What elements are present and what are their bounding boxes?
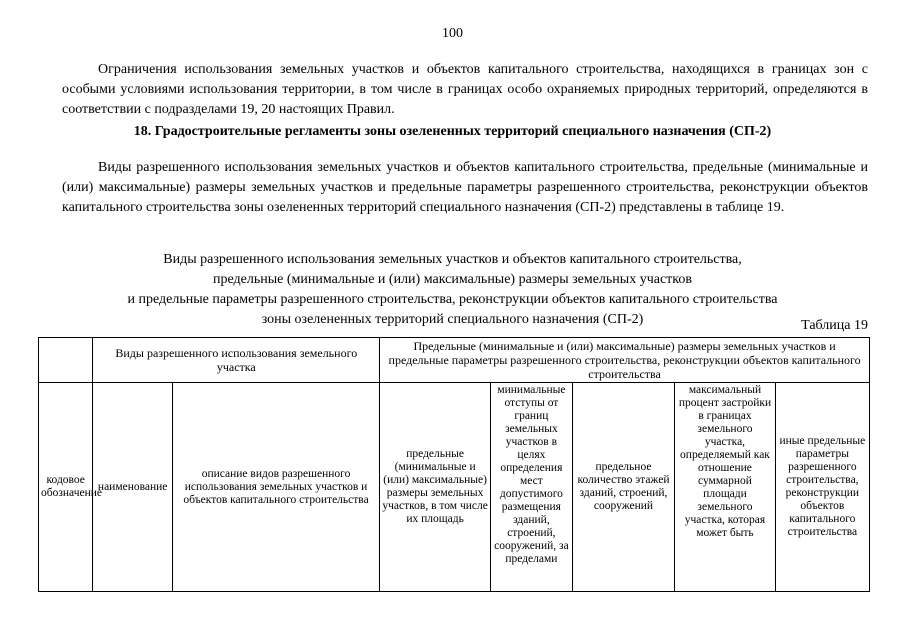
table-label: Таблица 19 — [801, 318, 868, 333]
caption-line: и предельные параметры разрешенного строительства, реконструкции объектов капитального строительства — [127, 292, 778, 307]
caption-line: Виды разрешенного использования земельных участков и объектов капитального строительства, — [163, 252, 742, 267]
caption-line: зоны озелененных территорий специального назначения (СП-2) — [261, 312, 644, 327]
header-name: наименование — [93, 383, 173, 592]
header-floors: предельное количество этажей зданий, строений, сооружений — [572, 383, 675, 592]
header-coverage: максимальный процент застройки в границах земельного участка, определяемый как отношение суммарной площади земельного участка, которая может быть — [675, 383, 775, 592]
header-plot-sizes: предельные (минимальные и (или) максимальные) размеры земельных участков, в том числе их площадь — [380, 383, 491, 592]
page-number: 100 — [442, 26, 463, 41]
group-header-usage: Виды разрешенного использования земельного участка — [93, 338, 380, 383]
header-code: кодовое обозначение — [39, 383, 93, 592]
header-other-params: иные предельные параметры разрешенного строительства, реконструкции объектов капитального строительства — [775, 383, 869, 592]
group-header-parameters: Предельные (минимальные и (или) максимальные) размеры земельных участков и предельные параметры разрешенного строительства, реконструкции объектов капитального строительства — [380, 338, 870, 383]
intro-paragraph: Виды разрешенного использования земельных участков и объектов капитального строительства, предельные (минимальные и (или) максимальные) размеры земельных участков и предельные параметры разрешенного строительства, реконструкции объектов капитального строительства зоны озелененных территорий специального назначения (СП-2) представлены в таблице 19. — [62, 160, 868, 215]
table-caption — [0, 250, 905, 330]
table-corner-cell — [39, 338, 93, 383]
table-header-row — [39, 338, 870, 383]
header-description: описание видов разрешенного использования земельных участков и объектов капитального строительства — [172, 383, 379, 592]
caption-line: предельные (минимальные и (или) максимальные) размеры земельных участков — [213, 272, 692, 287]
restrictions-paragraph: Ограничения использования земельных участков и объектов капитального строительства, находящихся в границах зон с особыми условиями использования территории, в том числе в границах особо охраняемых природных территорий, определяются в соответствии с подразделами 19, 20 настоящих Правил. — [62, 62, 868, 117]
regulations-table — [38, 337, 870, 592]
section-heading: 18. Градостроительные регламенты зоны озелененных территорий специального назначения (СП-2) — [133, 124, 772, 139]
table-subheader-row — [39, 383, 870, 592]
header-setbacks: минимальные отступы от границ земельных участков в целях определения мест допустимого размещения зданий, строений, сооружений, за пределами — [491, 383, 573, 592]
